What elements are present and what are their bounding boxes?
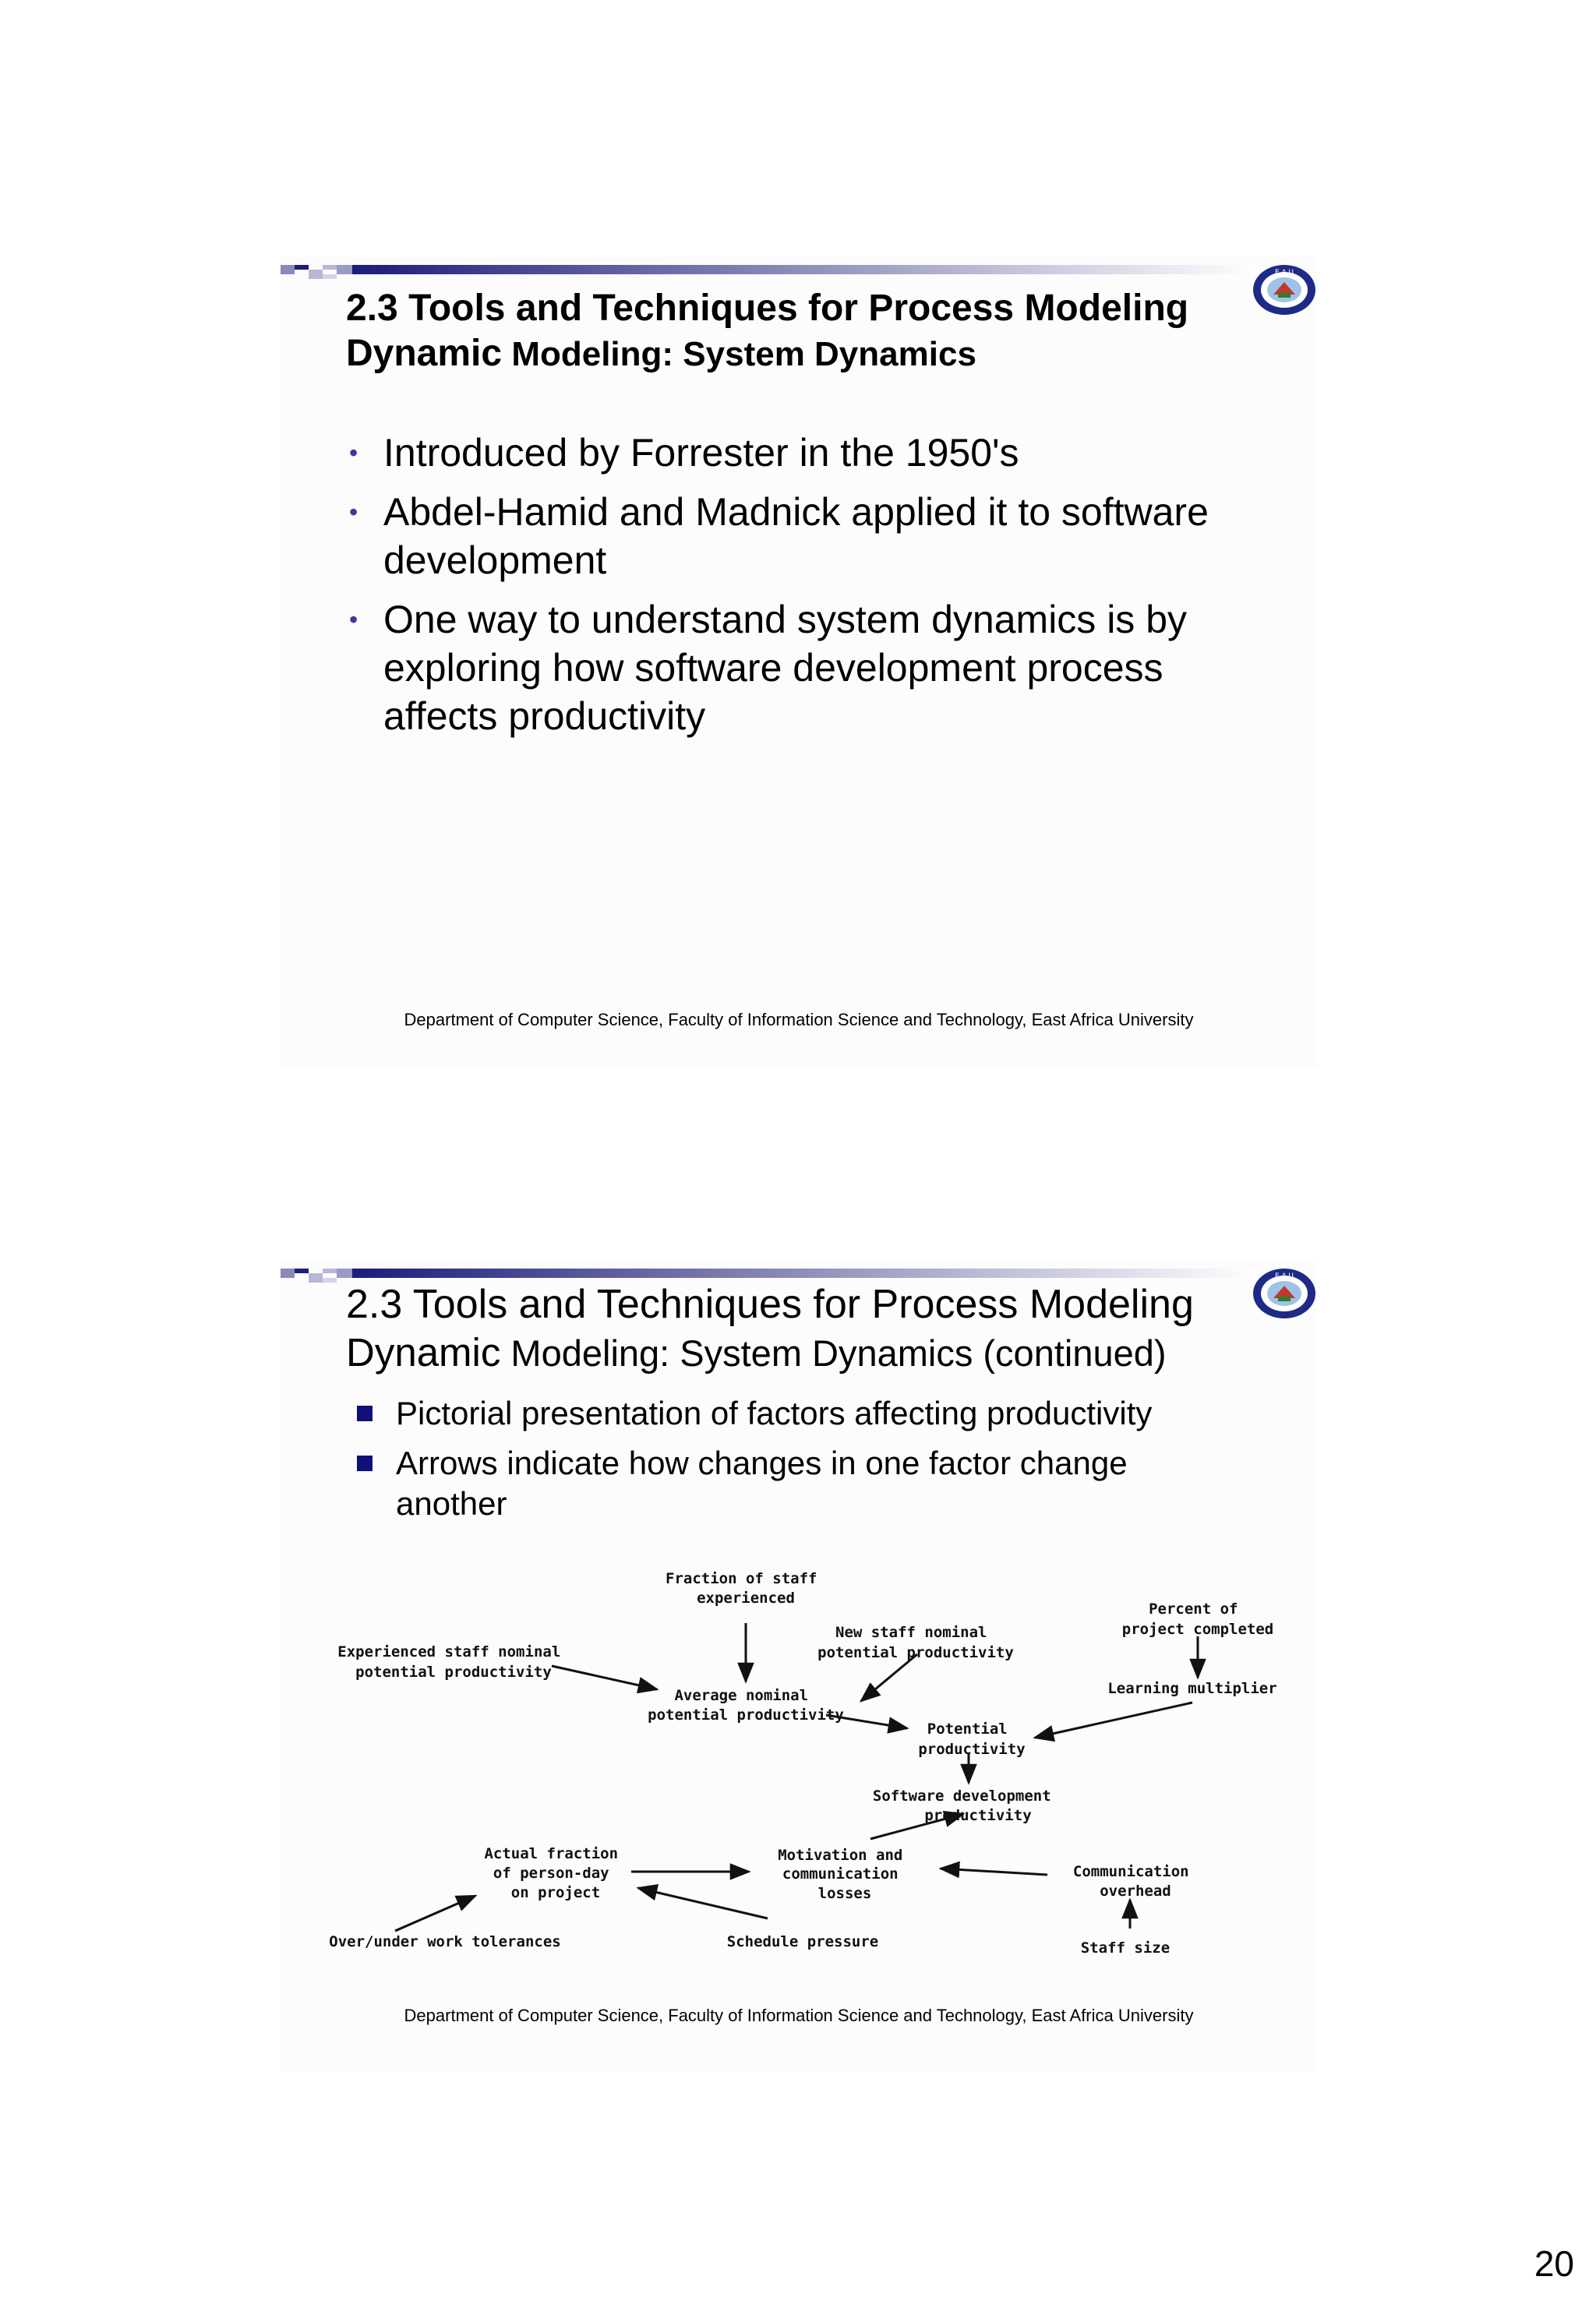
- arrow-over-under-to-actual: [395, 1896, 475, 1931]
- node-potential-productivity: Potential productivity: [918, 1720, 1026, 1758]
- slide-title: 2.3 Tools and Techniques for Process Modeling: [346, 288, 1189, 329]
- arrow-schedule-to-actual: [638, 1888, 768, 1918]
- node-experienced-staff-productivity: Experienced staff nominal potential productivity: [337, 1643, 561, 1681]
- square-bullet-icon: [357, 1406, 373, 1421]
- slide-title: 2.3 Tools and Techniques for Process Modeling: [346, 1282, 1194, 1327]
- square-bullet-icon: [357, 1456, 373, 1471]
- node-motivation-losses: Motivation and communication losses: [778, 1847, 903, 1902]
- bullet-item: • Abdel-Hamid and Madnick applied it to software development: [346, 488, 1242, 584]
- bullet-list: [346, 429, 1242, 751]
- arrow-newstaff-to-average: [861, 1654, 917, 1701]
- slide-subtitle: Dynamic Modeling: System Dynamics: [346, 333, 976, 374]
- node-software-development-productivity: Software development productivity: [872, 1788, 1051, 1824]
- bullet-list: [355, 1393, 1228, 1533]
- node-actual-fraction: Actual fraction of person-day on project: [484, 1845, 619, 1901]
- header-decoration: [281, 257, 1317, 288]
- slide-1: [281, 257, 1317, 1068]
- slide-2: [281, 1261, 1317, 2071]
- node-staff-size: Staff size: [1080, 1939, 1171, 1957]
- bullet-dot-icon: •: [349, 605, 358, 633]
- node-percent-completed: Percent of project completed: [1121, 1600, 1274, 1638]
- bullet-dot-icon: •: [349, 439, 358, 467]
- arrow-learning-to-potential: [1035, 1703, 1192, 1738]
- slide-footer: Department of Computer Science, Faculty of Information Science and Technology, East Africa University: [404, 1010, 1194, 1029]
- bullet-item: • Introduced by Forrester in the 1950's: [346, 429, 1242, 477]
- page-number: 20: [1534, 2243, 1574, 2284]
- node-communication-overhead: Communication overhead: [1072, 1863, 1189, 1900]
- slide-footer: Department of Computer Science, Faculty of Information Science and Technology, East Africa University: [404, 2006, 1194, 2025]
- bullet-item: Pictorial presentation of factors affecting productivity: [355, 1393, 1228, 1434]
- bullet-item: Arrows indicate how changes in one factor change another: [355, 1443, 1228, 1524]
- node-learning-multiplier: Learning multiplier: [1107, 1680, 1277, 1697]
- svg-text:E.A.U: E.A.U: [1275, 269, 1294, 277]
- node-over-under-work-tolerances: Over/under work tolerances: [329, 1933, 561, 1950]
- slide-subtitle: Dynamic Modeling: System Dynamics (continued): [346, 1330, 1167, 1375]
- node-average-nominal-productivity: Average nominal potential productivity: [648, 1687, 844, 1724]
- node-schedule-pressure: Schedule pressure: [726, 1933, 879, 1950]
- university-logo: [1252, 1267, 1317, 1320]
- bullet-dot-icon: •: [349, 498, 358, 526]
- bullet-item: • One way to understand system dynamics is by exploring how software development process affects productivity: [346, 595, 1242, 740]
- node-new-staff-productivity: New staff nominal potential productivity: [817, 1624, 1014, 1661]
- university-logo: [1252, 263, 1317, 316]
- productivity-diagram: [281, 1557, 1317, 1993]
- arrow-experienced-to-average: [552, 1666, 657, 1689]
- arrow-commoverhead-to-motivation: [941, 1869, 1047, 1875]
- node-fraction-experienced: Fraction of staff experienced: [666, 1570, 817, 1607]
- svg-text:E.A.U: E.A.U: [1275, 1272, 1294, 1280]
